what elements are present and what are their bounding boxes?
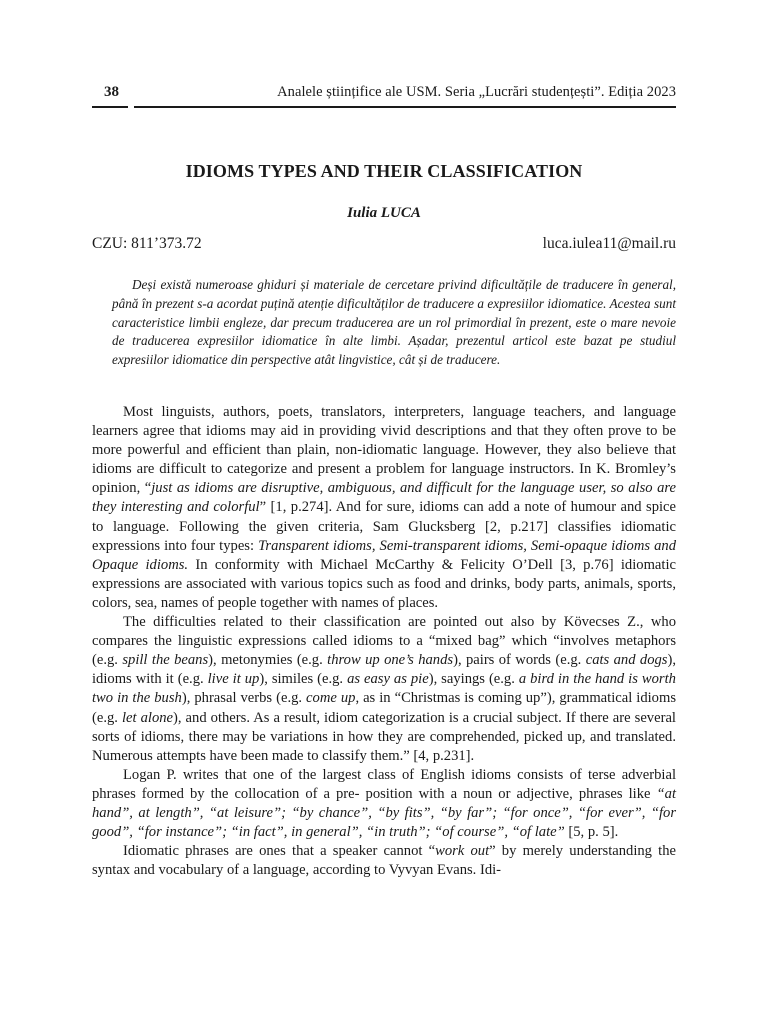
italic-run: Transparent idioms, Semi-transparent idioms, Semi-opaque idioms and Opaque idioms.: [92, 537, 676, 573]
italic-run: live it up: [207, 671, 260, 688]
italic-run: as easy as pie: [347, 671, 429, 688]
italic-run: come up: [306, 690, 356, 707]
text-run: [5, p. 5].: [564, 824, 619, 841]
header-rule-short: [92, 106, 128, 108]
text-run: ), and others. As a result, idiom categorization is a crucial subject. If there are several sorts of idioms, there may be variations in how they are comprehended, picked up, and translated. Numerous attempts have been made to classify them.” [4, p.231].: [92, 709, 676, 764]
body-paragraph: [92, 842, 676, 880]
text-run: ), similes (e.g.: [259, 671, 348, 688]
journal-title: Analele științifice ale USM. Seria „Lucrări studențești”. Ediția 2023: [277, 84, 676, 100]
page-number: 38: [104, 84, 119, 100]
italic-run: spill the beans: [122, 652, 209, 669]
italic-run: work out: [435, 843, 490, 860]
body-text: [92, 403, 676, 880]
text-run: ), phrasal verbs (e.g.: [181, 690, 307, 707]
text-run: Logan P. writes that one of the largest class of English idioms consists of terse adverbial phrases formed by the collocation of a pre- position with a noun or adjective, phrases like: [92, 766, 676, 802]
abstract-text: Deși există numeroase ghiduri și materiale de cercetare privind dificultățile de traducere în general, până în prezent s-a acordat puțină atenție dificultăților de traducere a expresiilor idiomatice. Acestea sunt caracteristice limbii engleze, dar precum traducerea are un rol primordial în prezent, este o mare nevoie de traducerea expresiilor idiomatice în alte limbi. Așadar, prezentul articol este bazat pe studiul expresiilor idiomatice din perspective atât lingvistice, cât și de traducere.: [112, 277, 676, 368]
text-run: In conformity with Michael McCarthy & Felicity O’Dell [3, p.76] idiomatic expressions are associated with various topics such as food and drinks, body parts, animals, sports, colors, sea, names of people together with names of places.: [92, 556, 676, 611]
text-run: ” [1, p.274]. And for sure, idioms can add a note of humour and spice to language. Following the given criteria, Sam Glucksberg [2, p.217] classifies idiomatic expressions into four types:: [92, 499, 676, 554]
italic-run: “at hand”, at length”, “at leisure”; “by chance”, “by fits”, “by far”; “for once”, “for ever”, “for good”, “for instance”; “in fact”, in general”, “in truth”; “of course”, “of late”: [92, 785, 676, 841]
czu-code: CZU: 811’373.72: [92, 235, 202, 252]
article-title: IDIOMS TYPES AND THEIR CLASSIFICATION: [185, 161, 583, 181]
meta-row: [92, 235, 676, 255]
author-email: luca.iulea11@mail.ru: [542, 235, 676, 252]
running-head: [92, 80, 676, 106]
text-run: ), metonymies (e.g.: [208, 652, 328, 669]
text-run: Most linguists, authors, poets, translators, interpreters, language teachers, and language learners agree that idioms may aid in providing vivid descriptions and that they often prove to be more powerful and efficient than plain, non-idiomatic language. However, they also believe that idioms are difficult to categorize and present a problem for language instructors. In K. Bromley’s opinion, “: [92, 404, 676, 497]
italic-run: let alone: [121, 709, 174, 726]
header-rule-long: [134, 106, 676, 108]
italic-run: throw up one’s hands: [327, 652, 454, 669]
text-run: ), idioms with it (e.g.: [92, 652, 677, 688]
italic-run: cats and dogs: [585, 652, 668, 669]
body-paragraph: [92, 766, 676, 842]
text-run: ” by merely understanding the syntax and vocabulary of a language, according to Vyvyan Evans. Idi-: [92, 843, 676, 879]
text-run: ), sayings (e.g.: [428, 671, 519, 688]
text-run: Idiomatic phrases are ones that a speaker cannot “: [123, 843, 436, 860]
text-run: ), pairs of words (e.g.: [453, 652, 586, 669]
italic-run: just as idioms are disruptive, ambiguous, and difficult for the language user, so also are they interesting and colorful: [92, 480, 676, 516]
abstract: [112, 276, 676, 370]
body-paragraph: [92, 403, 676, 613]
text-run: , as in “Christmas is coming up”), grammatical idioms (e.g.: [92, 690, 677, 726]
author-name: Iulia LUCA: [347, 205, 421, 221]
text-run: The difficulties related to their classification are pointed out also by Kövecses Z., who compares the linguistic expressions called idioms to a “mixed bag” which “involves metaphors (e.g.: [92, 614, 676, 669]
body-paragraph: [92, 613, 676, 766]
italic-run: a bird in the hand is worth two in the bush: [92, 671, 676, 707]
